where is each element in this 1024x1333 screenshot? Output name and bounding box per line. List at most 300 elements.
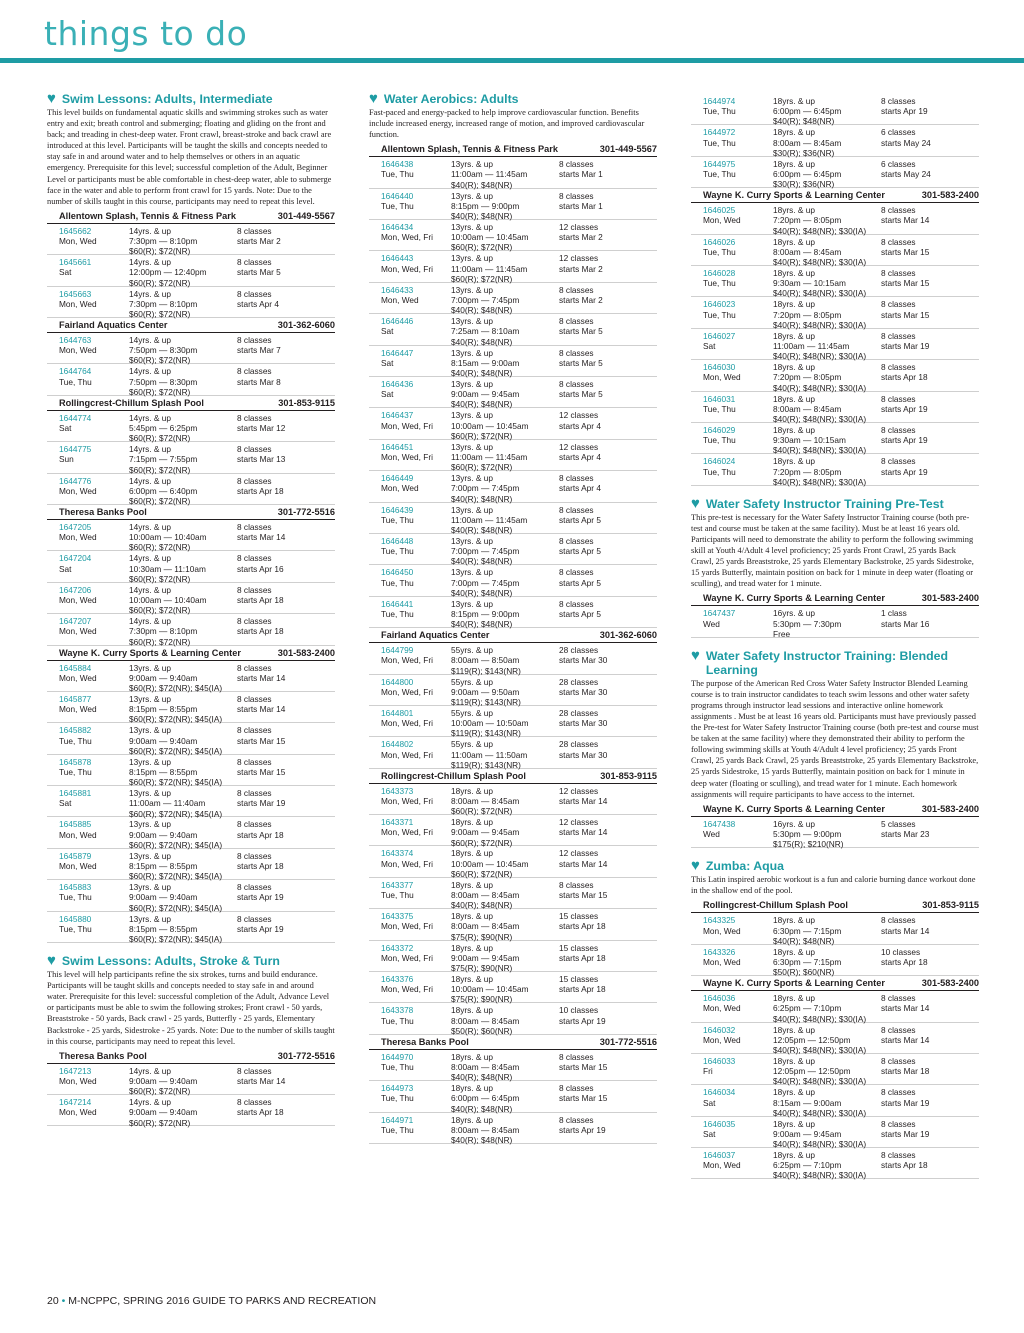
class-row — [369, 408, 657, 439]
class-time: 10:30am — 11:10am — [129, 563, 206, 574]
location-header — [691, 898, 979, 913]
class-schedule-cell — [237, 914, 335, 940]
class-row — [369, 346, 657, 377]
class-detail-cell — [451, 567, 559, 598]
class-start: starts Mar 2 — [559, 232, 603, 243]
class-row — [47, 1064, 335, 1095]
class-detail-cell — [773, 127, 881, 158]
class-row — [369, 565, 657, 596]
class-code-link[interactable]: 1647204 — [59, 553, 92, 564]
class-code-link[interactable]: 1646441 — [381, 598, 414, 609]
footer-text: M-NCPPC, SPRING 2016 GUIDE TO PARKS AND RECREATION — [68, 1295, 377, 1307]
class-code-link[interactable]: 1643378 — [381, 1005, 414, 1016]
class-age: 18yrs. & up — [451, 942, 493, 953]
class-code-link[interactable]: 1645884 — [59, 662, 92, 673]
section-title: things to do — [44, 14, 248, 53]
class-row — [691, 1148, 979, 1179]
class-detail-cell — [129, 1097, 237, 1128]
class-count: 8 classes — [881, 1087, 916, 1098]
location-phone: 301-772-5516 — [599, 1036, 657, 1047]
class-count: 8 classes — [559, 284, 594, 295]
class-start: starts Apr 18 — [881, 372, 928, 383]
class-code-link[interactable]: 1646036 — [703, 993, 736, 1004]
class-row — [369, 1003, 657, 1034]
class-days: Mon, Wed, Fri — [381, 718, 433, 729]
class-days: Mon, Wed, Fri — [381, 827, 433, 838]
class-detail-cell — [451, 253, 559, 284]
class-code-link[interactable]: 1646031 — [703, 393, 736, 404]
class-row — [369, 846, 657, 877]
class-code-link[interactable]: 1644776 — [59, 475, 92, 486]
class-code-link[interactable]: 1647213 — [59, 1065, 92, 1076]
location-phone: 301-583-2400 — [921, 803, 979, 814]
class-code-link[interactable]: 1646034 — [703, 1087, 736, 1098]
class-days: Mon, Wed — [59, 532, 97, 543]
class-code-cell — [381, 505, 451, 531]
class-code-link[interactable]: 1646032 — [703, 1024, 736, 1035]
class-code-cell — [381, 943, 451, 969]
class-count: 8 classes — [559, 598, 594, 609]
class-fee: $75(R); $90(NR) — [451, 994, 513, 1005]
class-code-link[interactable]: 1644974 — [703, 96, 736, 106]
location-phone: 301-853-9115 — [922, 900, 979, 911]
class-time: 7:50pm — 8:30pm — [129, 376, 198, 387]
class-code-cell — [703, 1119, 773, 1145]
class-schedule-cell — [237, 366, 335, 392]
class-code-link[interactable]: 1645879 — [59, 850, 92, 861]
location-phone: 301-362-6060 — [277, 320, 335, 331]
class-start: starts Mar 5 — [559, 357, 603, 368]
class-code-link[interactable]: 1644801 — [381, 707, 414, 718]
class-count: 1 class — [881, 608, 907, 619]
class-detail-cell — [451, 645, 559, 676]
class-code-cell — [703, 96, 773, 122]
class-code-cell — [59, 226, 129, 252]
class-code-link[interactable]: 1645885 — [59, 819, 92, 830]
location-phone: 301-772-5516 — [277, 506, 335, 517]
class-schedule-cell — [559, 567, 657, 593]
class-row — [369, 189, 657, 220]
class-fee: $40(R); $48(NR) — [773, 116, 835, 127]
class-count: 8 classes — [881, 915, 916, 926]
class-code-link[interactable]: 1644970 — [381, 1051, 414, 1062]
class-code-link[interactable]: 1644973 — [381, 1083, 414, 1094]
class-fee: $40(R); $48(NR); $30(IA) — [773, 351, 867, 362]
class-code-cell — [381, 253, 451, 279]
class-code-cell — [703, 205, 773, 231]
class-time: 9:00am — 9:40am — [129, 892, 198, 903]
class-count: 8 classes — [881, 96, 916, 106]
class-age: 13yrs. & up — [451, 284, 493, 295]
class-fee: $40(R); $48(NR) — [451, 493, 513, 504]
class-count: 12 classes — [559, 785, 599, 796]
class-code-link[interactable]: 1644802 — [381, 739, 414, 750]
class-schedule-cell — [237, 819, 335, 845]
class-code-link[interactable]: 1643373 — [381, 785, 414, 796]
class-start: starts Apr 16 — [237, 563, 284, 574]
class-count: 28 classes — [559, 739, 599, 750]
class-code-link[interactable]: 1646449 — [381, 473, 414, 484]
class-days: Tue, Thu — [703, 168, 736, 179]
class-fee: $60(R); $72(NR); $45(IA) — [129, 934, 223, 945]
class-time: 8:00am — 8:45am — [451, 795, 520, 806]
location-phone: 301-449-5567 — [277, 210, 335, 221]
class-code-link[interactable]: 1647437 — [703, 608, 736, 619]
class-days: Tue, Thu — [703, 466, 736, 477]
class-code-link[interactable]: 1646450 — [381, 567, 414, 578]
class-code-cell — [703, 268, 773, 294]
class-code-link[interactable]: 1646024 — [703, 456, 736, 467]
class-code-link[interactable]: 1646433 — [381, 284, 414, 295]
class-detail-cell — [129, 662, 237, 693]
class-code-link[interactable]: 1643375 — [381, 911, 414, 922]
class-days: Mon, Wed — [703, 372, 741, 383]
class-detail-cell — [773, 205, 881, 236]
class-code-link[interactable]: 1646025 — [703, 205, 736, 216]
class-detail-cell — [451, 785, 559, 817]
class-detail-cell — [129, 788, 237, 819]
class-row — [47, 880, 335, 911]
class-code-link[interactable]: 1645880 — [59, 913, 92, 924]
class-schedule-cell — [237, 1066, 335, 1092]
class-days: Tue, Thu — [381, 1124, 414, 1135]
class-code-link[interactable]: 1643374 — [381, 848, 414, 859]
class-fee: $40(R); $48(NR); $30(IA) — [773, 225, 867, 236]
class-age: 13yrs. & up — [451, 316, 493, 327]
class-days: Mon, Wed, Fri — [381, 232, 433, 243]
class-row — [691, 266, 979, 297]
class-time: 11:00am — 11:45am — [451, 452, 528, 462]
class-time: 6:30pm — 7:15pm — [773, 956, 842, 967]
class-start: starts Apr 5 — [559, 546, 601, 557]
section-gap — [47, 943, 335, 954]
class-detail-cell — [129, 756, 237, 788]
class-detail-cell — [451, 473, 559, 504]
class-fee: $40(R); $48(NR); $30(IA) — [773, 413, 867, 424]
class-code-link[interactable]: 1646436 — [381, 379, 414, 390]
class-time: 7:30pm — 8:10pm — [129, 626, 198, 637]
class-code-link[interactable]: 1645878 — [59, 756, 92, 767]
class-days: Mon, Wed — [59, 1107, 97, 1118]
class-detail-cell — [773, 96, 881, 127]
class-code-link[interactable]: 1645877 — [59, 693, 92, 704]
class-code-link[interactable]: 1645883 — [59, 882, 92, 893]
class-code-cell — [59, 882, 129, 908]
class-row — [691, 913, 979, 944]
class-code-link[interactable]: 1646447 — [381, 347, 414, 358]
class-code-link[interactable]: 1644800 — [381, 676, 414, 687]
class-fee: $40(R); $48(NR); $30(IA) — [773, 1013, 867, 1024]
class-time: 8:15pm — 8:55pm — [129, 704, 198, 715]
class-code-cell — [703, 819, 773, 845]
location-header — [47, 646, 335, 661]
class-code-link[interactable]: 1643376 — [381, 974, 414, 985]
class-schedule-cell — [559, 645, 657, 671]
class-schedule-cell — [881, 456, 979, 482]
class-code-link[interactable]: 1646026 — [703, 236, 736, 247]
class-code-link[interactable]: 1646033 — [703, 1055, 736, 1066]
class-detail-cell — [773, 608, 881, 639]
class-age: 18yrs. & up — [773, 946, 815, 957]
location-phone: 301-853-9115 — [278, 397, 335, 408]
class-detail-cell — [773, 330, 881, 362]
class-code-link[interactable]: 1646443 — [381, 253, 414, 264]
class-days: Mon, Wed, Fri — [381, 749, 433, 760]
class-code-link[interactable]: 1646451 — [381, 441, 414, 452]
class-code-link[interactable]: 1647438 — [703, 818, 736, 829]
class-row — [691, 157, 979, 188]
class-code-cell — [703, 915, 773, 941]
class-detail-cell — [773, 424, 881, 456]
class-start: starts Mar 8 — [237, 376, 281, 387]
class-schedule-cell — [559, 599, 657, 625]
class-start: starts Mar 15 — [559, 1093, 608, 1104]
class-days: Sat — [381, 389, 394, 400]
class-age: 18yrs. & up — [451, 817, 493, 828]
class-code-link[interactable]: 1646437 — [381, 410, 414, 421]
class-code-cell — [703, 608, 773, 634]
class-schedule-cell — [559, 786, 657, 812]
class-detail-cell — [451, 410, 559, 441]
class-count: 10 classes — [881, 946, 921, 957]
class-detail-cell — [773, 1055, 881, 1087]
class-age: 13yrs. & up — [129, 693, 171, 704]
class-detail-cell — [129, 225, 237, 257]
class-code-link[interactable]: 1643377 — [381, 879, 414, 890]
class-detail-cell — [129, 257, 237, 288]
class-time: 6:30pm — 7:15pm — [773, 925, 842, 936]
class-code-link[interactable]: 1643371 — [381, 817, 414, 828]
class-days: Tue, Thu — [703, 246, 736, 257]
class-days: Tue, Thu — [703, 403, 736, 414]
location-header — [369, 1035, 657, 1050]
class-time: 7:50pm — 8:30pm — [129, 345, 198, 356]
class-fee: $60(R); $72(NR); $45(IA) — [129, 777, 223, 788]
class-code-link[interactable]: 1645661 — [59, 257, 92, 268]
class-time: 7:20pm — 8:05pm — [773, 309, 842, 320]
class-detail-cell — [773, 1087, 881, 1118]
class-code-link[interactable]: 1646448 — [381, 535, 414, 546]
class-days: Fri — [703, 1066, 713, 1077]
location-phone: 301-853-9115 — [600, 770, 657, 781]
class-days: Tue, Thu — [703, 106, 736, 117]
class-fee: $40(R); $48(NR); $30(IA) — [773, 1139, 867, 1150]
class-code-link[interactable]: 1644799 — [381, 645, 414, 656]
class-start: starts Mar 14 — [881, 1034, 930, 1045]
class-row — [369, 941, 657, 972]
location-header — [691, 188, 979, 203]
class-row — [691, 454, 979, 485]
location-name: Theresa Banks Pool — [381, 1036, 469, 1047]
class-code-link[interactable]: 1645881 — [59, 788, 92, 799]
class-count: 8 classes — [237, 412, 272, 423]
class-code-link[interactable]: 1646028 — [703, 267, 736, 278]
class-detail-cell — [773, 1118, 881, 1150]
class-code-link[interactable]: 1644975 — [703, 158, 736, 169]
class-detail-cell — [773, 456, 881, 487]
class-code-link[interactable]: 1646027 — [703, 330, 736, 341]
class-row — [369, 675, 657, 706]
class-start: starts Apr 18 — [237, 485, 284, 496]
class-fee: $40(R); $48(NR) — [451, 1103, 513, 1114]
class-age: 13yrs. & up — [129, 819, 171, 830]
class-time: 11:00am — 11:40am — [129, 798, 206, 809]
class-detail-cell — [773, 158, 881, 190]
class-code-link[interactable]: 1645662 — [59, 225, 92, 236]
class-code-link[interactable]: 1647206 — [59, 584, 92, 595]
class-code-cell — [703, 456, 773, 482]
class-schedule-cell — [881, 608, 979, 634]
location-name: Rollingcrest-Chillum Splash Pool — [381, 770, 526, 781]
class-schedule-cell — [881, 331, 979, 357]
class-code-cell — [381, 817, 451, 843]
class-days: Mon, Wed — [59, 298, 97, 309]
class-schedule-cell — [237, 522, 335, 548]
class-age: 16yrs. & up — [773, 608, 815, 619]
class-days: Mon, Wed — [59, 704, 97, 715]
location-header — [369, 769, 657, 784]
class-code-link[interactable]: 1644764 — [59, 366, 92, 377]
class-code-link[interactable]: 1643326 — [703, 946, 736, 957]
class-start: starts Mar 14 — [237, 704, 286, 715]
class-code-cell — [59, 851, 129, 877]
class-age: 13yrs. & up — [451, 379, 493, 390]
class-schedule-cell — [559, 191, 657, 217]
class-detail-cell — [129, 475, 237, 506]
class-code-link[interactable]: 1646037 — [703, 1150, 736, 1161]
class-code-link[interactable]: 1646434 — [381, 222, 414, 233]
class-code-link[interactable]: 1644763 — [59, 335, 92, 346]
class-time: 10:00am — 10:45am — [451, 232, 529, 243]
class-count: 8 classes — [881, 1055, 916, 1066]
location-phone: 301-449-5567 — [599, 144, 657, 155]
class-row — [691, 392, 979, 423]
class-schedule-cell — [559, 880, 657, 906]
class-code-link[interactable]: 1646023 — [703, 299, 736, 310]
class-row — [47, 442, 335, 473]
class-detail-cell — [451, 911, 559, 942]
class-code-link[interactable]: 1646030 — [703, 362, 736, 373]
class-schedule-cell — [881, 947, 979, 973]
class-start: starts Mar 14 — [559, 795, 608, 806]
class-days: Sat — [703, 340, 716, 351]
class-count: 8 classes — [559, 535, 594, 546]
section-description: This level will help participants refine the six strokes, turns and build endurance. Participants will be taught skills and concepts needed to stay safe in and around water. Prerequisite for this level: successful completion of the Adult, Advance Level or participants must be able to swim the following strokes; Front crawl - 50 yards, Breaststroke - 50 yards, Back crawl - 25 yards, Butterfly - 25 yards, Elementary Backstroke - 25 yards, Sidestroke - 25 yards. Note: Due to the number of skills taught in this course, participants may need to repeat this level. — [47, 970, 335, 1046]
class-start: starts Mar 14 — [559, 858, 608, 869]
class-start: starts Mar 14 — [881, 215, 930, 226]
heart-icon: ♥ — [691, 857, 700, 875]
class-days: Sat — [59, 267, 72, 278]
class-code-link[interactable]: 1646446 — [381, 316, 414, 327]
class-fee: $60(R); $72(NR) — [451, 462, 513, 473]
class-detail-cell — [451, 676, 559, 707]
class-schedule-cell — [237, 851, 335, 877]
class-code-cell — [381, 348, 451, 374]
class-code-link[interactable]: 1644775 — [59, 444, 92, 455]
class-row — [47, 723, 335, 754]
class-time: 8:00am — 8:45am — [451, 1062, 520, 1073]
class-code-link[interactable]: 1646035 — [703, 1118, 736, 1129]
class-count: 8 classes — [881, 205, 916, 216]
class-days: Tue, Thu — [59, 892, 92, 903]
class-code-cell — [381, 1005, 451, 1031]
class-code-link[interactable]: 1644774 — [59, 412, 92, 423]
class-row — [369, 815, 657, 846]
class-detail-cell — [451, 190, 559, 222]
class-time: 9:00am — 9:45am — [451, 952, 520, 963]
class-code-link[interactable]: 1645882 — [59, 725, 92, 736]
class-code-link[interactable]: 1646438 — [381, 159, 414, 170]
class-time: 6:00pm — 6:45pm — [773, 106, 842, 117]
class-row — [47, 287, 335, 318]
class-detail-cell — [129, 819, 237, 850]
class-fee: $40(R); $48(NR); $30(IA) — [773, 288, 867, 299]
class-code-link[interactable]: 1645663 — [59, 288, 92, 299]
class-row — [369, 251, 657, 282]
class-row — [691, 1054, 979, 1085]
class-time: 12:05pm — 12:50pm — [773, 1034, 851, 1045]
class-count: 8 classes — [237, 756, 272, 767]
class-code-link[interactable]: 1646440 — [381, 190, 414, 201]
class-row — [369, 597, 657, 628]
class-start: starts Apr 18 — [559, 921, 606, 932]
class-detail-cell — [451, 535, 559, 567]
heart-icon: ♥ — [47, 952, 56, 970]
class-count: 8 classes — [559, 1051, 594, 1062]
class-days: Mon, Wed, Fri — [381, 420, 433, 431]
class-code-link[interactable]: 1643325 — [703, 915, 736, 926]
class-code-cell — [381, 159, 451, 185]
class-code-link[interactable]: 1644972 — [703, 127, 736, 138]
class-age: 13yrs. & up — [129, 756, 171, 767]
class-code-cell — [381, 285, 451, 311]
class-count: 8 classes — [237, 288, 272, 299]
class-row — [691, 945, 979, 976]
class-time: 5:30pm — 9:00pm — [773, 828, 842, 839]
section-heading — [691, 859, 979, 873]
class-row — [691, 125, 979, 156]
class-code-cell — [381, 974, 451, 1000]
class-code-link[interactable]: 1646029 — [703, 424, 736, 435]
class-code-link[interactable]: 1647207 — [59, 616, 92, 627]
class-age: 18yrs. & up — [773, 1150, 815, 1161]
class-code-link[interactable]: 1647214 — [59, 1097, 92, 1108]
class-code-link[interactable]: 1646439 — [381, 504, 414, 515]
class-fee: $40(R); $48(NR) — [451, 211, 513, 222]
class-count: 8 classes — [881, 456, 916, 467]
class-start: starts Apr 19 — [237, 892, 284, 903]
class-schedule-cell — [559, 410, 657, 436]
class-code-link[interactable]: 1644971 — [381, 1114, 414, 1125]
class-code-link[interactable]: 1647205 — [59, 521, 92, 532]
class-code-cell — [703, 993, 773, 1019]
class-row — [691, 423, 979, 454]
class-days: Tue, Thu — [381, 577, 414, 588]
class-code-cell — [381, 473, 451, 499]
class-count: 8 classes — [881, 299, 916, 310]
class-detail-cell — [451, 848, 559, 879]
class-code-link[interactable]: 1643372 — [381, 942, 414, 953]
class-age: 13yrs. & up — [129, 725, 171, 736]
class-schedule-cell — [237, 257, 335, 283]
class-time: 10:00am — 10:40am — [129, 532, 207, 543]
class-fee: $75(R); $90(NR) — [451, 931, 513, 942]
class-schedule-cell — [237, 444, 335, 470]
class-schedule-cell — [559, 848, 657, 874]
class-code-cell — [381, 911, 451, 937]
class-time: 10:00am — 10:50am — [451, 718, 529, 729]
class-code-cell — [703, 1150, 773, 1176]
